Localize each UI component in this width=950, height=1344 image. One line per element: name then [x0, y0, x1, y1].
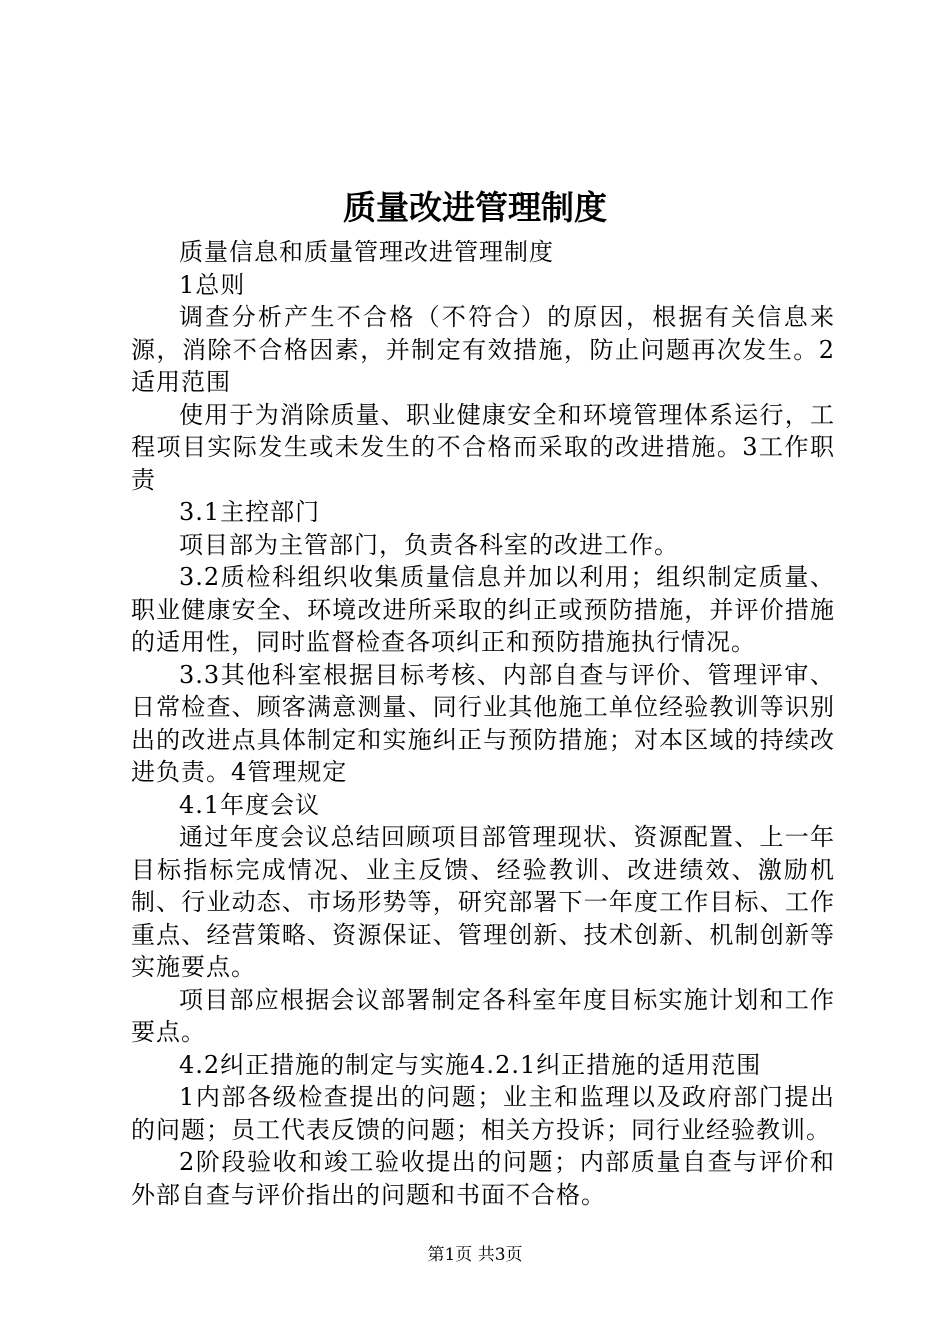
paragraph: 3.3其他科室根据目标考核、内部自查与评价、管理评审、日常检查、顾客满意测量、同行业其他施工单位经验教训等识别出的改进点具体制定和实施纠正与预防措施；对本区域的持续改进负责。4管理规定	[131, 660, 835, 786]
paragraph: 通过年度会议总结回顾项目部管理现状、资源配置、上一年目标指标完成情况、业主反馈、经验教训、改进绩效、激励机制、行业动态、市场形势等，研究部署下一年度工作目标、工作重点、经营策略、资源保证、管理创新、技术创新、机制创新等实施要点。	[131, 823, 835, 981]
paragraph: 1总则	[179, 270, 246, 299]
paragraph: 4.1年度会议	[179, 790, 321, 819]
paragraph: 使用于为消除质量、职业健康安全和环境管理体系运行，工程项目实际发生或未发生的不合格而采取的改进措施。3工作职责	[131, 400, 835, 494]
paragraph: 3.1主控部门	[179, 498, 321, 526]
paragraph: 项目部为主管部门，负责各科室的改进工作。	[179, 530, 679, 559]
page-title: 质量改进管理制度	[343, 188, 607, 227]
paragraph: 项目部应根据会议部署制定各科室年度目标实施计划和工作要点。	[131, 985, 835, 1046]
paragraph: 3.2质检科组织收集质量信息并加以利用；组织制定质量、职业健康安全、环境改进所采取的纠正或预防措施，并评价措施的适用性，同时监督检查各项纠正和预防措施执行情况。	[131, 563, 835, 656]
paragraph: 1内部各级检查提出的问题；业主和监理以及政府部门提出的问题；员工代表反馈的问题；相关方投诉；同行业经验教训。	[131, 1083, 835, 1144]
paragraph: 调查分析产生不合格（不符合）的原因，根据有关信息来源，消除不合格因素，并制定有效措施，防止问题再次发生。2适用范围	[131, 303, 835, 396]
paragraph: 2阶段验收和竣工验收提出的问题；内部质量自查与评价和外部自查与评价指出的问题和书面不合格。	[131, 1148, 835, 1209]
paragraph: 质量信息和质量管理改进管理制度	[179, 238, 554, 266]
page-footer: 第1页 共3页	[427, 1245, 523, 1265]
paragraph: 4.2纠正措施的制定与实施4.2.1纠正措施的适用范围	[179, 1050, 762, 1079]
document-body	[131, 236, 835, 1211]
